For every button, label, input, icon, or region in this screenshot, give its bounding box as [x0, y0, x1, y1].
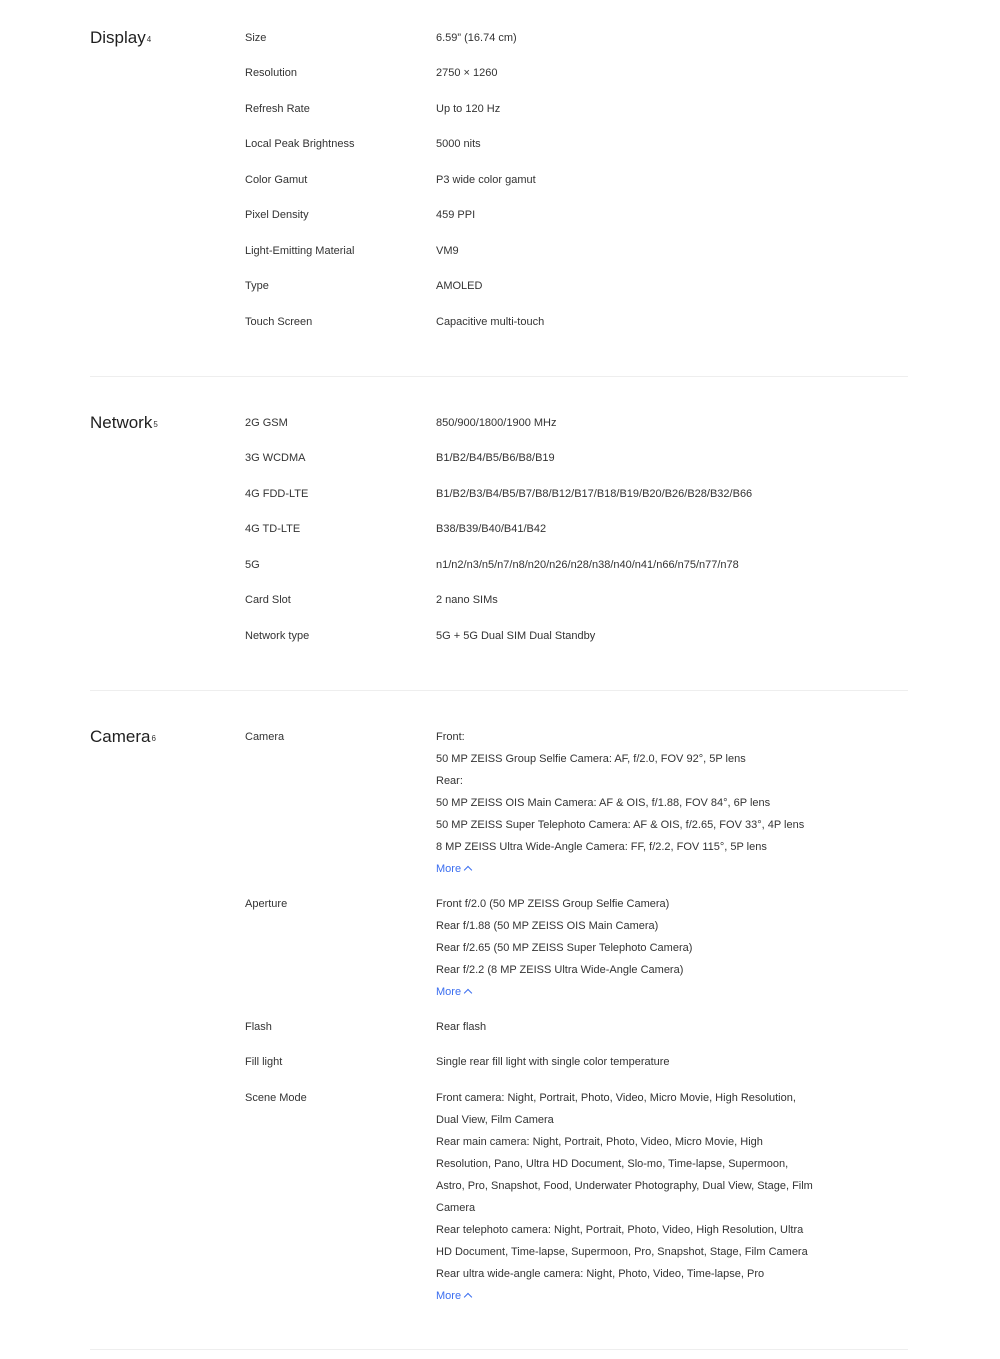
spec-value-paragraph: Front camera: Night, Portrait, Photo, Video, Micro Movie, High Resolution, Dual View, Film Camera	[436, 1092, 796, 1126]
spec-label: 4G FDD-LTE	[245, 488, 309, 500]
spec-label: 3G WCDMA	[245, 452, 306, 464]
spec-value-line: 8 MP ZEISS Ultra Wide-Angle Camera: FF, f/2.2, FOV 115°, 5P lens	[436, 841, 767, 853]
more-link-label: More	[436, 863, 462, 875]
spec-value: 5000 nits	[436, 138, 481, 150]
network-section-title: Network$^5$	[90, 413, 158, 432]
scene-mode-more-link[interactable]	[436, 1285, 471, 1307]
spec-value: 5G + 5G Dual SIM Dual Standby	[436, 630, 596, 642]
spec-value: Rear flash	[436, 1021, 487, 1033]
spec-value: B1/B2/B3/B4/B5/B7/B8/B12/B17/B18/B19/B20/B26/B28/B32/B66	[436, 488, 753, 500]
camera-more-link[interactable]	[436, 858, 471, 880]
spec-label: Local Peak Brightness	[245, 138, 355, 150]
spec-label: Aperture	[245, 898, 288, 910]
chevron-up-icon	[464, 866, 472, 874]
spec-value-line: Rear f/1.88 (50 MP ZEISS OIS Main Camera)	[436, 920, 659, 932]
spec-label: Flash	[245, 1021, 272, 1033]
spec-value-line: 50 MP ZEISS Group Selfie Camera: AF, f/2.0, FOV 92°, 5P lens	[436, 753, 746, 765]
more-link-label: More	[436, 1290, 462, 1302]
spec-value: 2 nano SIMs	[436, 594, 498, 606]
spec-label: Network type	[245, 630, 310, 642]
spec-value: P3 wide color gamut	[436, 174, 536, 186]
footnote-5[interactable]: 5	[153, 420, 158, 429]
spec-value: VM9	[436, 245, 459, 257]
camera-section-title: Camera$^6$	[90, 727, 156, 746]
footnote-4[interactable]: 4	[146, 35, 152, 44]
spec-value-line: Front:	[436, 731, 465, 743]
spec-value: B1/B2/B4/B5/B6/B8/B19	[436, 452, 555, 464]
spec-value-line: 50 MP ZEISS Super Telephoto Camera: AF & OIS, f/2.65, FOV 33°, 4P lens	[436, 819, 805, 831]
chevron-up-icon	[464, 1293, 472, 1301]
display-section-title: Display$^4$	[90, 28, 152, 47]
spec-value-line: 50 MP ZEISS OIS Main Camera: AF & OIS, f/1.88, FOV 84°, 6P lens	[436, 797, 771, 809]
spec-value: AMOLED	[436, 280, 483, 292]
spec-label: Type	[245, 280, 269, 292]
spec-value: B38/B39/B40/B41/B42	[436, 523, 547, 535]
spec-label: 5G	[245, 559, 260, 571]
spec-label: 4G TD-LTE	[245, 523, 301, 535]
spec-value-paragraph: Rear telephoto camera: Night, Portrait, Photo, Video, High Resolution, Ultra HD Document, Time-lapse, Supermoon, Pro, Snapshot, Stage, Film Camera	[436, 1224, 808, 1258]
spec-label: Color Gamut	[245, 174, 308, 186]
spec-value: n1/n2/n3/n5/n7/n8/n20/n26/n28/n38/n40/n41/n66/n75/n77/n78	[436, 559, 739, 571]
section-divider	[90, 1349, 908, 1350]
more-link-label: More	[436, 986, 462, 998]
spec-value: Capacitive multi-touch	[436, 316, 545, 328]
spec-value-line: Rear:	[436, 775, 463, 787]
section-divider	[90, 376, 908, 377]
chevron-up-icon	[464, 989, 472, 997]
spec-label: Card Slot	[245, 594, 291, 606]
section-divider	[90, 690, 908, 691]
spec-label: Size	[245, 32, 267, 44]
footnote-6[interactable]: 6	[151, 734, 156, 743]
spec-label: Camera	[245, 731, 285, 743]
spec-label: Refresh Rate	[245, 103, 310, 115]
spec-label: 2G GSM	[245, 417, 288, 429]
aperture-more-link[interactable]	[436, 981, 471, 1003]
spec-value-line: Rear f/2.2 (8 MP ZEISS Ultra Wide-Angle Camera)	[436, 964, 684, 976]
spec-value	[436, 893, 818, 1003]
spec-value	[436, 726, 818, 880]
spec-label: Pixel Density	[245, 209, 309, 221]
spec-value-paragraph: Rear main camera: Night, Portrait, Photo, Video, Micro Movie, High Resolution, Pano, Ultra HD Document, Slo-mo, Time-lapse, Supermoon, Astro, Pro, Snapshot, Food, Underwater Photography, Dual View, Stage, Film Camera	[436, 1136, 813, 1214]
spec-value-paragraph: Rear ultra wide-angle camera: Night, Photo, Video, Time-lapse, Pro	[436, 1268, 765, 1280]
spec-label: Light-Emitting Material	[245, 245, 355, 257]
spec-value	[436, 1087, 818, 1307]
spec-value: 850/900/1800/1900 MHz	[436, 417, 557, 429]
spec-value: Single rear fill light with single color temperature	[436, 1056, 670, 1068]
spec-label: Resolution	[245, 67, 297, 79]
spec-label: Fill light	[245, 1056, 283, 1068]
spec-value: Up to 120 Hz	[436, 103, 501, 115]
spec-value: 6.59” (16.74 cm)	[436, 32, 517, 44]
spec-value-line: Front f/2.0 (50 MP ZEISS Group Selfie Camera)	[436, 898, 670, 910]
spec-value-line: Rear f/2.65 (50 MP ZEISS Super Telephoto Camera)	[436, 942, 693, 954]
spec-label: Scene Mode	[245, 1092, 307, 1104]
spec-label: Touch Screen	[245, 316, 313, 328]
spec-value: 459 PPI	[436, 209, 476, 221]
spec-value: 2750 × 1260	[436, 67, 498, 79]
